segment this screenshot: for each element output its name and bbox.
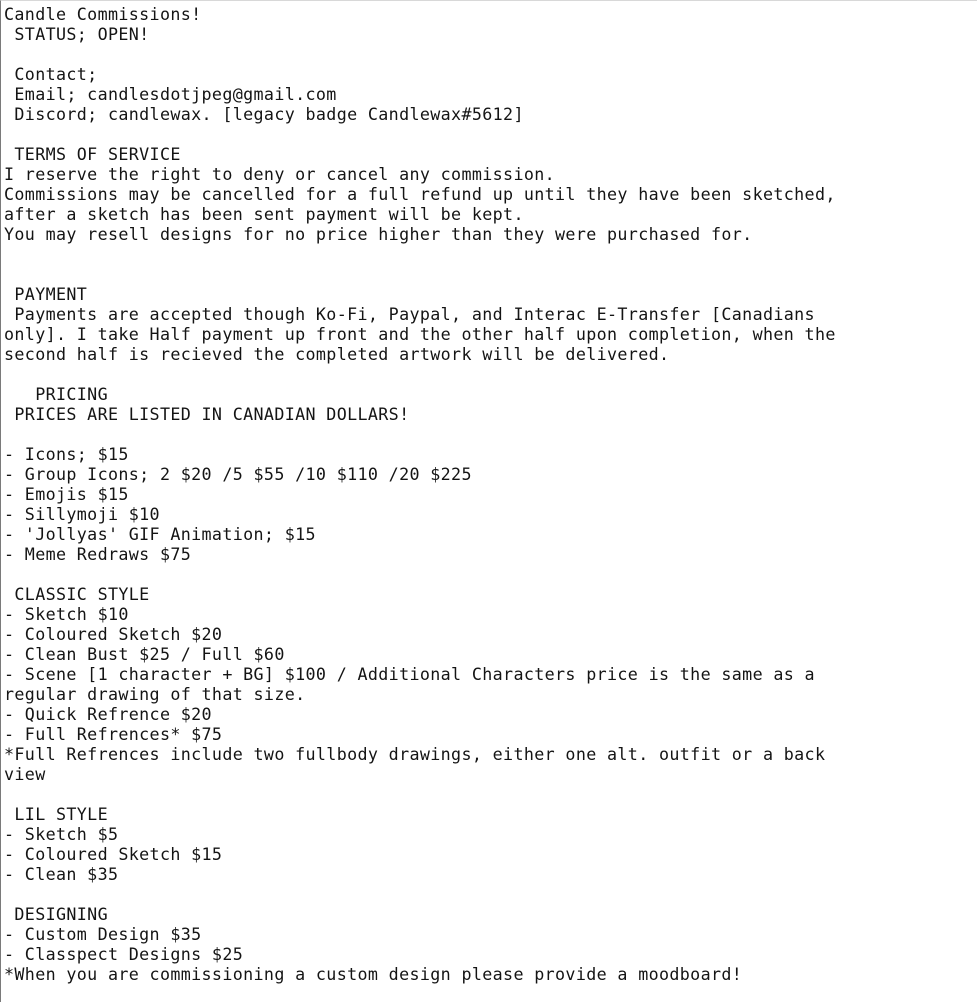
price-item: - Classpect Designs $25 [4,944,244,964]
tos-heading: TERMS OF SERVICE [4,144,181,164]
classic-style-heading: CLASSIC STYLE [4,584,150,604]
tos-text-line: after a sketch has been sent payment will be kept. [4,204,524,224]
blank-line [4,784,973,804]
price-item: - Scene [1 character + BG] $100 / Additional Characters price is the same as a [4,664,815,684]
discord-line: Discord; candlewax. [legacy badge Candlewax#5612] [4,104,524,124]
price-item: - 'Jollyas' GIF Animation; $15 [4,524,316,544]
blank-line [4,424,973,444]
price-item: - Group Icons; 2 $20 /5 $55 /10 $110 /20 $225 [4,464,472,484]
price-item: - Clean Bust $25 / Full $60 [4,644,285,664]
payment-text-line: second half is recieved the completed artwork will be delivered. [4,344,670,364]
tos-text-line: I reserve the right to deny or cancel any commission. [4,164,556,184]
price-item: - Coloured Sketch $15 [4,844,223,864]
blank-line [4,244,973,264]
price-item: - Sillymoji $10 [4,504,160,524]
blank-line [4,44,973,64]
price-item: - Icons; $15 [4,444,129,464]
price-item: - Quick Refrence $20 [4,704,212,724]
contact-heading: Contact; [4,64,98,84]
tos-text-line: You may resell designs for no price higher than they were purchased for. [4,224,753,244]
payment-text-line: Payments are accepted though Ko-Fi, Paypal, and Interac E-Transfer [Canadians [4,304,815,324]
currency-note: PRICES ARE LISTED IN CANADIAN DOLLARS! [4,404,410,424]
price-item: - Meme Redraws $75 [4,544,192,564]
price-item: - Sketch $10 [4,604,129,624]
email-line: Email; candlesdotjpeg@gmail.com [4,84,337,104]
tos-text-line: Commissions may be cancelled for a full refund up until they have been sketched, [4,184,836,204]
price-item: - Emojis $15 [4,484,129,504]
payment-text-line: only]. I take Half payment up front and the other half upon completion, when the [4,324,836,344]
footnote-line: view [4,764,46,784]
price-item: - Full Refrences* $75 [4,724,223,744]
status-line: STATUS; OPEN! [4,24,150,44]
price-item: - Coloured Sketch $20 [4,624,223,644]
price-item: - Sketch $5 [4,824,119,844]
blank-line [4,124,973,144]
payment-heading: PAYMENT [4,284,88,304]
doc-title: Candle Commissions! [4,4,202,24]
blank-line [4,364,973,384]
price-item: - Clean $35 [4,864,119,884]
footnote-line: *When you are commissioning a custom design please provide a moodboard! [4,964,743,984]
designing-heading: DESIGNING [4,904,108,924]
price-item: - Custom Design $35 [4,924,202,944]
blank-line [4,564,973,584]
price-item-continued: regular drawing of that size. [4,684,306,704]
footnote-line: *Full Refrences include two fullbody drawings, either one alt. outfit or a back [4,744,826,764]
blank-line [4,264,973,284]
blank-line [4,884,973,904]
lil-style-heading: LIL STYLE [4,804,108,824]
pricing-heading: PRICING [4,384,108,404]
